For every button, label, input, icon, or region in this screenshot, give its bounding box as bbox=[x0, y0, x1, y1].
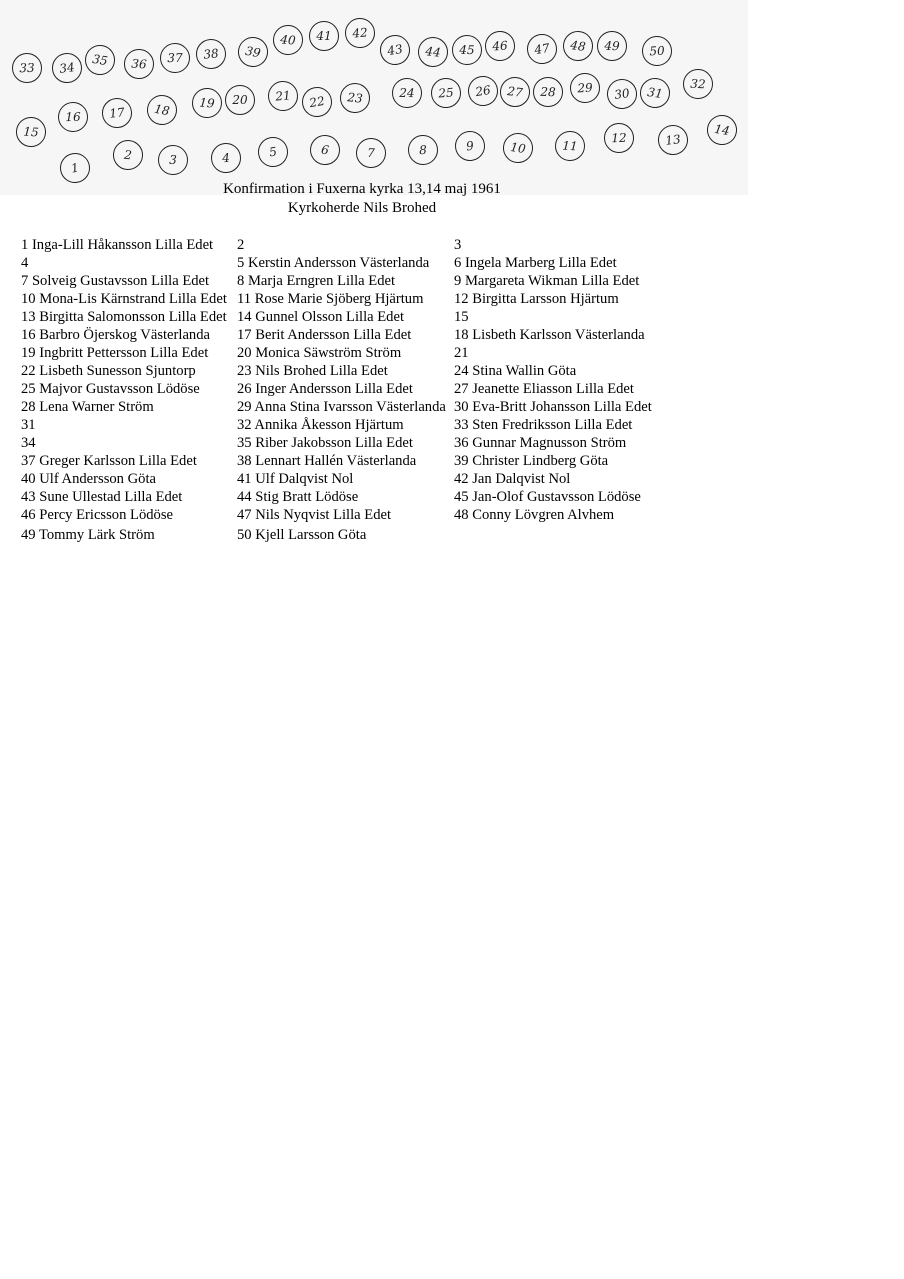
seat-circle: 3 bbox=[158, 145, 189, 176]
seat-circle: 9 bbox=[453, 129, 487, 163]
seat-circle: 25 bbox=[430, 77, 462, 109]
list-row bbox=[21, 272, 701, 290]
seat-circle: 19 bbox=[191, 87, 224, 120]
list-row bbox=[21, 290, 701, 308]
list-entry: 4 bbox=[21, 255, 29, 271]
list-entry: 10 Mona-Lis Kärnstrand Lilla Edet bbox=[21, 291, 227, 307]
seat-circle: 16 bbox=[58, 102, 89, 133]
list-entry: 25 Majvor Gustavsson Lödöse bbox=[21, 381, 200, 397]
list-entry: 45 Jan-Olof Gustavsson Lödöse bbox=[454, 489, 641, 505]
list-entry: 23 Nils Brohed Lilla Edet bbox=[237, 363, 388, 379]
list-entry: 47 Nils Nyqvist Lilla Edet bbox=[237, 507, 392, 523]
seat-circle: 4 bbox=[210, 142, 242, 174]
seat-number-circles bbox=[0, 0, 748, 195]
seat-circle: 27 bbox=[498, 75, 531, 108]
list-entry: 31 bbox=[21, 417, 36, 433]
seat-circle: 24 bbox=[392, 78, 423, 109]
seat-circle: 23 bbox=[339, 82, 372, 115]
list-entry: 16 Barbro Öjerskog Västerlanda bbox=[21, 327, 210, 343]
seat-circle: 42 bbox=[344, 17, 377, 50]
list-entry: 17 Berit Andersson Lilla Edet bbox=[237, 327, 412, 343]
seat-circle: 14 bbox=[705, 113, 739, 147]
list-row bbox=[21, 308, 701, 326]
list-entry: 22 Lisbeth Sunesson Sjuntorp bbox=[21, 363, 196, 379]
list-row bbox=[21, 506, 701, 524]
seat-circle: 11 bbox=[554, 130, 586, 162]
seat-circle: 7 bbox=[355, 137, 386, 168]
seat-circle: 18 bbox=[145, 93, 180, 128]
list-entry: 35 Riber Jakobsson Lilla Edet bbox=[237, 435, 413, 451]
list-row bbox=[21, 326, 701, 344]
page-title: Konfirmation i Fuxerna kyrka 13,14 maj 1961 bbox=[223, 181, 501, 197]
list-entry: 46 Percy Ericsson Lödöse bbox=[21, 507, 173, 523]
list-entry: 41 Ulf Dalqvist Nol bbox=[237, 471, 354, 487]
seat-circle: 12 bbox=[603, 122, 634, 153]
list-entry: 14 Gunnel Olsson Lilla Edet bbox=[237, 309, 404, 325]
list-entry: 8 Marja Erngren Lilla Edet bbox=[237, 273, 396, 289]
seat-circle: 17 bbox=[101, 97, 134, 130]
list-entry: 29 Anna Stina Ivarsson Västerlanda bbox=[237, 399, 446, 415]
seat-circle: 38 bbox=[195, 38, 228, 71]
list-entry: 9 Margareta Wikman Lilla Edet bbox=[454, 273, 640, 289]
seat-circle: 1 bbox=[58, 151, 93, 186]
list-entry: 18 Lisbeth Karlsson Västerlanda bbox=[454, 327, 645, 343]
seat-circle: 15 bbox=[15, 116, 47, 148]
list-entry: 12 Birgitta Larsson Hjärtum bbox=[454, 291, 619, 307]
seat-circle: 43 bbox=[378, 33, 413, 68]
list-row bbox=[21, 344, 701, 362]
seat-circle: 46 bbox=[484, 30, 516, 62]
list-entry: 26 Inger Andersson Lilla Edet bbox=[237, 381, 413, 397]
list-entry: 44 Stig Bratt Lödöse bbox=[237, 489, 359, 505]
seat-circle: 49 bbox=[596, 30, 627, 61]
list-entry: 15 bbox=[454, 309, 469, 325]
list-entry: 33 Sten Fredriksson Lilla Edet bbox=[454, 417, 633, 433]
list-entry: 7 Solveig Gustavsson Lilla Edet bbox=[21, 273, 210, 289]
seat-circle: 39 bbox=[236, 35, 271, 70]
seat-circle: 10 bbox=[501, 131, 535, 165]
list-entry: 6 Ingela Marberg Lilla Edet bbox=[454, 255, 617, 271]
list-entry: 48 Conny Lövgren Alvhem bbox=[454, 507, 615, 523]
list-entry: 37 Greger Karlsson Lilla Edet bbox=[21, 453, 197, 469]
list-row bbox=[21, 236, 701, 254]
list-entry: 38 Lennart Hallén Västerlanda bbox=[237, 453, 417, 469]
list-entry: 1 Inga-Lill Håkansson Lilla Edet bbox=[21, 237, 214, 253]
seat-circle: 13 bbox=[656, 123, 689, 156]
seat-circle: 31 bbox=[638, 76, 672, 110]
list-row bbox=[21, 362, 701, 380]
list-row bbox=[21, 452, 701, 470]
list-row bbox=[21, 416, 701, 434]
list-entry: 43 Sune Ullestad Lilla Edet bbox=[21, 489, 183, 505]
list-entry: 3 bbox=[454, 237, 462, 253]
seat-circle: 21 bbox=[267, 80, 300, 113]
seat-circle: 33 bbox=[11, 52, 42, 83]
list-entry: 32 Annika Åkesson Hjärtum bbox=[237, 417, 404, 433]
list-entry: 27 Jeanette Eliasson Lilla Edet bbox=[454, 381, 634, 397]
list-row bbox=[21, 254, 701, 272]
list-row bbox=[21, 398, 701, 416]
list-row bbox=[21, 434, 701, 452]
seat-circle: 20 bbox=[225, 85, 255, 115]
seat-circle: 48 bbox=[561, 29, 594, 62]
list-entry: 21 bbox=[454, 345, 469, 361]
seat-circle: 41 bbox=[309, 21, 339, 51]
list-entry: 5 Kerstin Andersson Västerlanda bbox=[237, 255, 430, 271]
list-entry: 24 Stina Wallin Göta bbox=[454, 363, 577, 379]
page-subtitle: Kyrkoherde Nils Brohed bbox=[287, 200, 437, 216]
seat-circle: 29 bbox=[569, 72, 601, 104]
seat-circle: 36 bbox=[123, 48, 155, 80]
seat-circle: 40 bbox=[272, 24, 305, 57]
list-entry: 11 Rose Marie Sjöberg Hjärtum bbox=[237, 291, 424, 307]
seat-circle: 45 bbox=[452, 35, 483, 66]
seat-circle: 2 bbox=[112, 139, 145, 172]
list-entry: 36 Gunnar Magnusson Ström bbox=[454, 435, 627, 451]
seat-circle: 44 bbox=[417, 36, 450, 69]
seat-circle: 50 bbox=[641, 35, 673, 67]
list-row bbox=[21, 470, 701, 488]
list-entry: 50 Kjell Larsson Göta bbox=[237, 527, 367, 543]
seat-circle: 6 bbox=[308, 133, 341, 166]
list-entry: 28 Lena Warner Ström bbox=[21, 399, 154, 415]
list-entry: 49 Tommy Lärk Ström bbox=[21, 527, 155, 543]
list-row bbox=[21, 380, 701, 398]
seat-circle: 32 bbox=[682, 68, 714, 100]
seat-circle: 26 bbox=[466, 74, 500, 108]
list-entry: 40 Ulf Andersson Göta bbox=[21, 471, 156, 487]
list-entry: 42 Jan Dalqvist Nol bbox=[454, 471, 571, 487]
list-entry: 34 bbox=[21, 435, 36, 451]
list-entry: 13 Birgitta Salomonsson Lilla Edet bbox=[21, 309, 227, 325]
seat-circle: 47 bbox=[525, 32, 559, 66]
list-entry: 30 Eva-Britt Johansson Lilla Edet bbox=[454, 399, 652, 415]
seat-circle: 34 bbox=[50, 51, 83, 84]
seat-circle: 8 bbox=[407, 134, 439, 166]
seat-circle: 28 bbox=[532, 76, 563, 107]
seat-circle: 35 bbox=[83, 43, 117, 77]
seat-circle: 37 bbox=[160, 43, 191, 74]
list-entry: 19 Ingbritt Pettersson Lilla Edet bbox=[21, 345, 209, 361]
list-row bbox=[21, 526, 701, 544]
seat-circle: 22 bbox=[300, 85, 335, 120]
seating-photo-area bbox=[0, 0, 748, 195]
list-entry: 2 bbox=[237, 237, 245, 253]
seat-circle: 5 bbox=[256, 135, 290, 169]
list-entry: 20 Monica Säwström Ström bbox=[237, 345, 402, 361]
list-row bbox=[21, 488, 701, 506]
list-entry: 39 Christer Lindberg Göta bbox=[454, 453, 609, 469]
seat-circle: 30 bbox=[605, 77, 639, 111]
